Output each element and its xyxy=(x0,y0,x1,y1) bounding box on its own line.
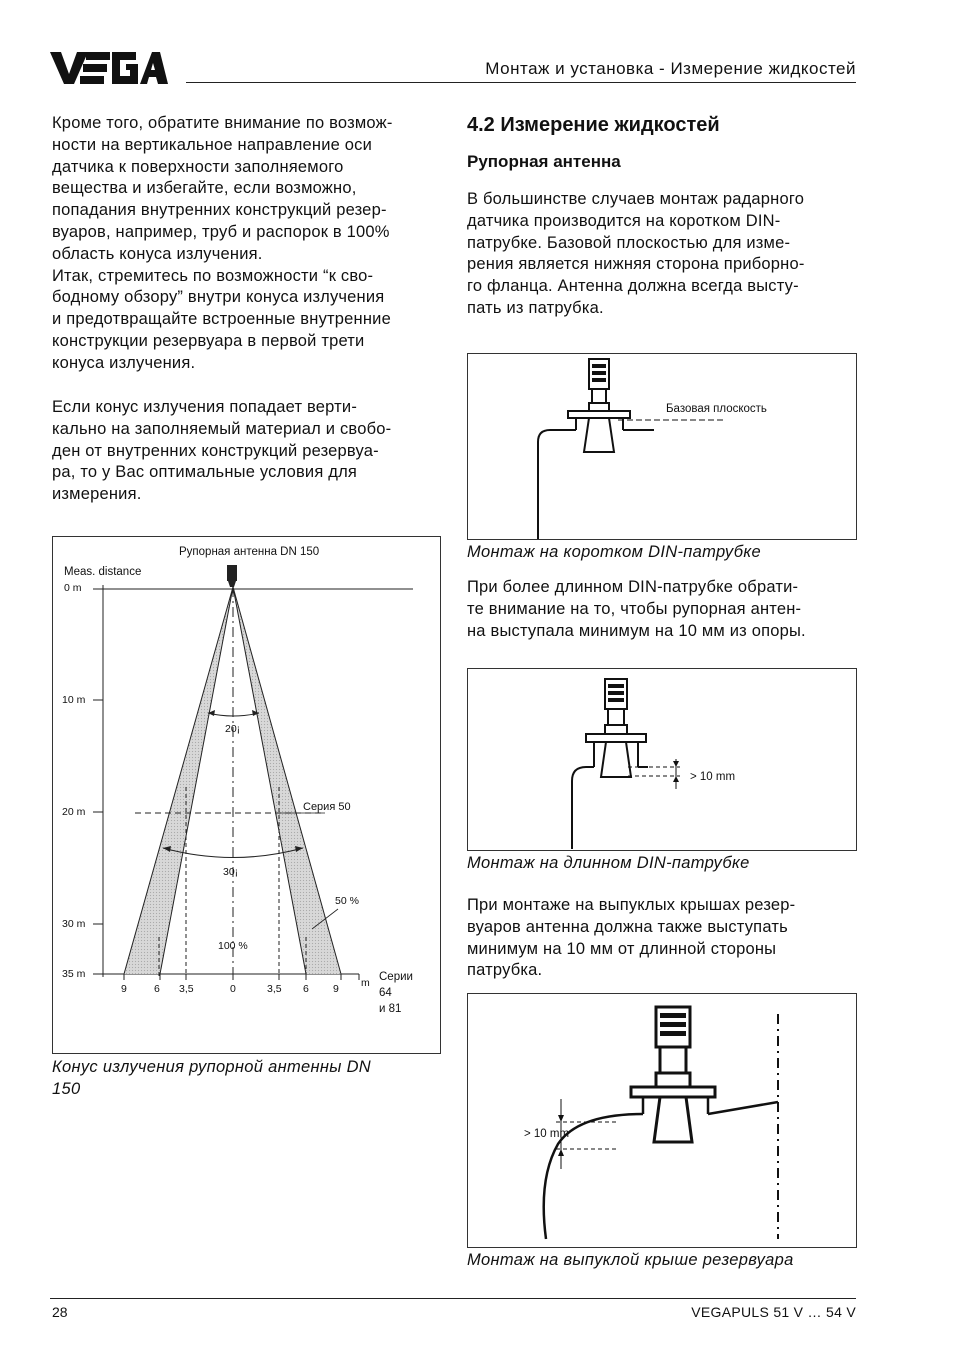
header-title: Монтаж и установка - Измерение жидкостей xyxy=(485,59,856,78)
x-label-35-right: 3,5 xyxy=(267,983,282,995)
right-paragraph-2: При более длинном DIN-патрубке обрати- те внимание на то, чтобы рупорная антен- на выступала минимум на 10 мм из опоры. xyxy=(467,578,806,640)
depth-label-30: 30 m xyxy=(62,918,86,930)
sensor-icon xyxy=(568,359,630,452)
cone-figure-caption: Конус излучения рупорной антенны DN 150 xyxy=(52,1058,372,1098)
depth-label-0: 0 m xyxy=(64,582,82,594)
depth-label-35: 35 m xyxy=(62,968,86,980)
meas-distance-label: Meas. distance xyxy=(64,566,142,578)
left-paragraph-2: Если конус излучения попадает верти- кально на заполняемый материал и свобо- ден от внутренних конструкций резервуа- ра, то у Вас оптимальные условия для измерения. xyxy=(52,398,392,504)
page-number: 28 xyxy=(52,1304,68,1320)
x-label-6-right: 6 xyxy=(303,983,309,995)
x-label-0: 0 xyxy=(230,983,236,995)
angle-20-label: 20¡ xyxy=(225,723,241,735)
subsection-title: Рупорная антенна xyxy=(467,152,621,171)
pct-50-label: 50 % xyxy=(335,895,359,907)
long-din-figure xyxy=(467,668,857,851)
right-paragraph-3: При монтаже на выпуклых крышах резер- вуаров антенна должна также выступать минимум на 10 мм от длинной стороны патрубка. xyxy=(467,896,796,980)
convex-roof-distance-label: > 10 mm xyxy=(524,1128,570,1140)
short-din-figure xyxy=(467,353,857,540)
series-right-line1: Серии xyxy=(379,971,413,983)
x-unit-label: m xyxy=(361,977,370,989)
cone-figure xyxy=(52,536,441,1054)
convex-roof-figure xyxy=(467,993,857,1248)
x-label-35-left: 3,5 xyxy=(179,983,194,995)
antenna-icon xyxy=(227,565,237,581)
right-paragraph-1: В большинстве случаев монтаж радарного датчика производится на коротком DIN- патрубке. Базовой плоскостью для изме- рения является нижняя сторона приборно- го фланца. Антенна должна всегда высту- пать из патрубка. xyxy=(467,190,805,317)
depth-label-20: 20 m xyxy=(62,806,86,818)
cone-title: Рупорная антенна DN 150 xyxy=(179,546,320,558)
x-label-9-right: 9 xyxy=(333,983,339,995)
x-label-6-left: 6 xyxy=(154,983,160,995)
short-din-caption: Монтаж на коротком DIN-патрубке xyxy=(467,543,761,561)
long-din-caption: Монтаж на длинном DIN-патрубке xyxy=(467,854,750,872)
left-paragraph-1: Кроме того, обратите внимание по возмож- ности на вертикальное направление оси датчика к поверхности заполняемого вещества и избегайте, если возможно, попадания внутренних конструкций резер- вуаров, например, труб и распорок в 100% область конуса излучения. Итак, стремитесь по возможности “к сво- бодному обзору” внутри конуса излучения и предотвращайте встроенные внутренние конструкции резервуара в первой трети конуса излучения. xyxy=(52,114,393,372)
angle-30-label: 30¡ xyxy=(223,866,239,878)
product-name: VEGAPULS 51 V … 54 V xyxy=(691,1304,856,1320)
series-right-line2: 64 xyxy=(379,987,392,999)
reference-plane-label: Базовая плоскость xyxy=(666,403,767,415)
sensor-icon xyxy=(631,1007,715,1142)
long-din-distance-label: > 10 mm xyxy=(690,771,736,783)
pct-100-label: 100 % xyxy=(218,940,248,952)
series-50-label: Серия 50 xyxy=(303,801,351,813)
section-title: 4.2 Измерение жидкостей xyxy=(467,114,720,136)
x-label-9-left: 9 xyxy=(121,983,127,995)
vega-logo xyxy=(50,50,168,86)
header-rule xyxy=(186,82,856,83)
depth-label-10: 10 m xyxy=(62,694,86,706)
series-right-line3: и 81 xyxy=(379,1003,402,1015)
footer-rule xyxy=(50,1298,856,1299)
convex-roof-caption: Монтаж на выпуклой крыше резервуара xyxy=(467,1251,794,1269)
